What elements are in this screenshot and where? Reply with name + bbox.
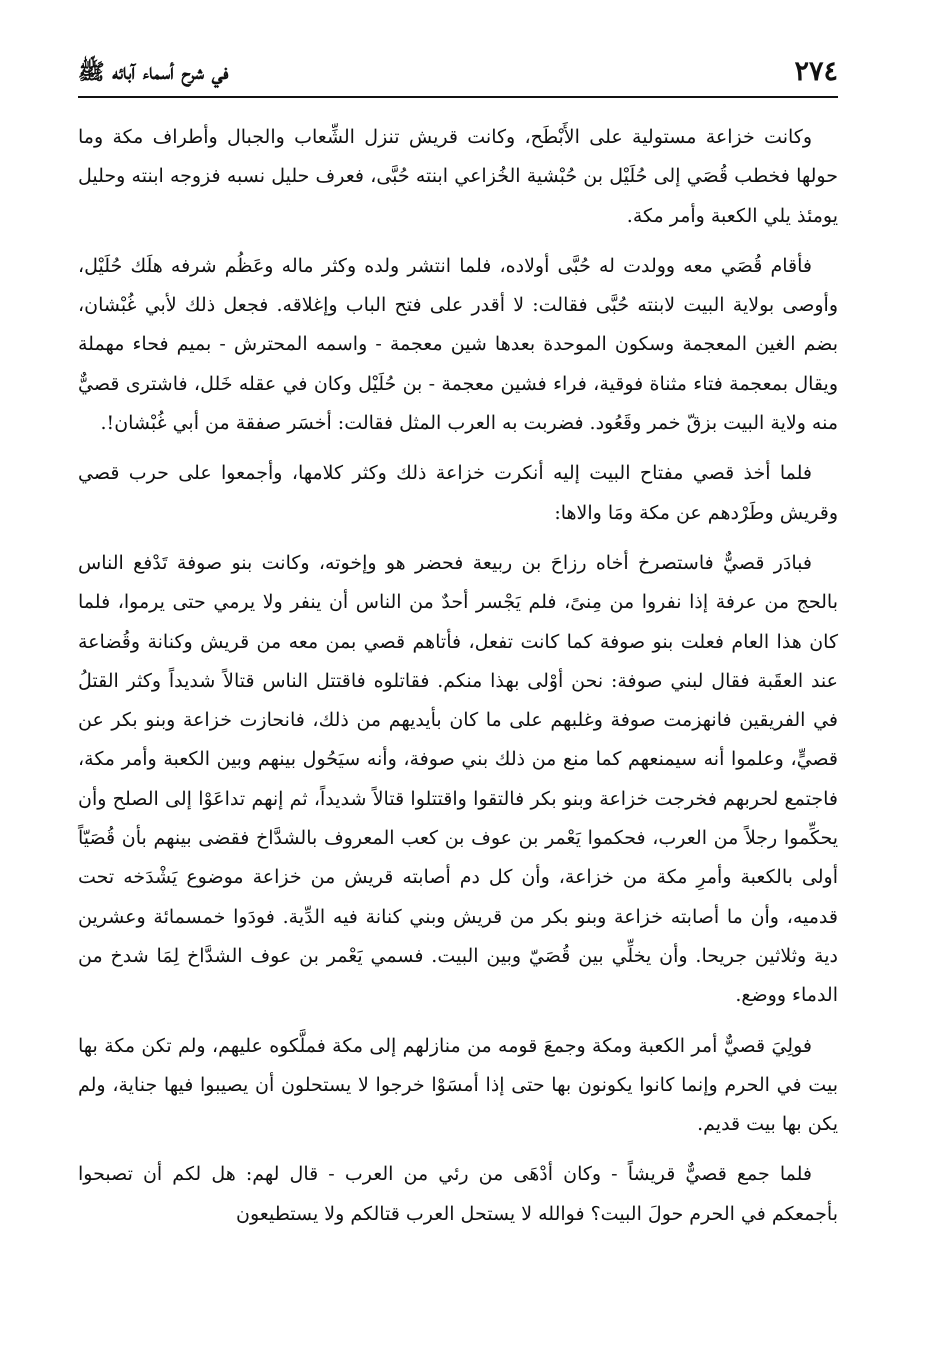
header-rule <box>78 96 838 98</box>
body-text <box>78 118 838 1245</box>
paragraph: فلما أخذ قصي مفتاح البيت إليه أنكرت خزاعة ذلك وكثر كلامها، وأجمعوا على حرب قصي وقريش وطَرْدهم عن مكة ومَا والاها: <box>78 462 838 524</box>
running-title: في شرح أسماء آبائه ﷺ <box>78 59 229 85</box>
paragraph: فلما جمع قصيٌّ قريشاً - وكان أدْهَى من رئي من العرب - قال لهم: هل لكم أن تصبحوا بأجمعكم في الحرم حولَ البيت؟ فوالله لا يستحل العرب قتالكم ولا يستطيعون <box>78 1163 838 1225</box>
paragraph: فأقام قُصَي معه وولدت له حُبَّى أولاده، فلما انتشر ولده وكثر ماله وعَظُم شرفه هلَك حُلَيْل، وأوصى بولاية البيت لابنته حُبَّى فقالت: لا أقدر على فتح الباب وإغلاقه. فجعل ذلك لأبي غُبْشان، بضم الغين المعجمة وسكون الموحدة بعدها شين معجمة - واسمه المحترش - بميم فحاء مهملة ويقال بمعجمة فتاء مثناة فوقية، فراء فشين معجمة - بن حُلَيْل وكان في عقله خَلل، فاشترى قصيٌّ منه ولاية البيت بزقّ خمر وقَعُود. فضربت به العرب المثل فقالت: أخسَر صفقة من أبي غُبْشان!. <box>78 254 838 435</box>
paragraph: وكانت خزاعة مستولية على الأَبْطَح، وكانت قريش تنزل الشِّعاب والجبال وأطراف مكة وما حولها فخطب قُصَي إلى حُلَيْل بن حُبْشية الخُزاعي ابنته حُبَّى، فعرف حليل نسبه فزوجه ابنته وحليل يومئذ يلي الكعبة وأمر مكة. <box>78 126 838 227</box>
paragraph: فبادَر قصيٌّ فاستصرخ أخاه رزاحَ بن ربيعة فحضر هو وإخوته، وكانت بنو صوفة تَدْفع الناس بالحج من عرفة إذا نفروا من مِنىً، فلم يَجْسر أحدٌ من الناس أن ينفر ولا يرمي حتى يرموا، فلما كان هذا العام فعلت بنو صوفة كما كانت تفعل، فأتاهم قصي بمن معه من قريش وكنانة وقُضاعة عند العقَبة فقال لبني صوفة: نحن أوْلى بهذا منكم. فقاتلوه فاقتتل الناس قتالاً شديداً وكثر القتلُ في الفريقين فانهزمت صوفة وغلبهم على ما كان بأيديهم من ذلك، فانحازت خزاعة وبنو بكر عن قصيٍّ، وعلموا أنه سيمنعهم كما منع من ذلك بني صوفة، وأنه سيَحُول بينهم وبين الكعبة وأمر مكة، فاجتمع لحربهم فخرجت خزاعة وبنو بكر فالتقوا واقتتلوا قتالاً شديداً، ثم إنهم تداعَوْا إلى الصلح وأن يحكِّموا رجلاً من العرب، فحكموا يَعْمر بن عوف بن كعب المعروف بالشدَّاخ فقضى بينهم بأن قُصَيّاً أولى بالكعبة وأمرِ مكة من خزاعة، وأن كل دم أصابته قريش من خزاعة موضوع يَشْدَخه تحت قدميه، وأن ما أصابته خزاعة وبنو بكر من قريش وبني كنانة فيه الدِّية. فودَوا خمسمائة وعشرين دية وثلاثين جريحا. وأن يخلِّي بين قُصَيّ وبين البيت. فسمي يَعْمر بن عوف الشدَّاخ لِمَا شدخ من الدماء ووضع. <box>78 551 838 1007</box>
page-header <box>78 50 838 98</box>
page-number: ٢٧٤ <box>794 56 838 87</box>
paragraph: فولِيَ قصيٌّ أمر الكعبة ومكة وجمعَ قومه من منازلهم إلى مكة فملَّكوه عليهم، ولم تكن مكة بها بيت في الحرم وإنما كانوا يكونون بها حتى إذا أمسَوْا خرجوا لا يستحلون أن يصيبوا فيها جناية، ولم يكن بها بيت قديم. <box>78 1034 838 1136</box>
